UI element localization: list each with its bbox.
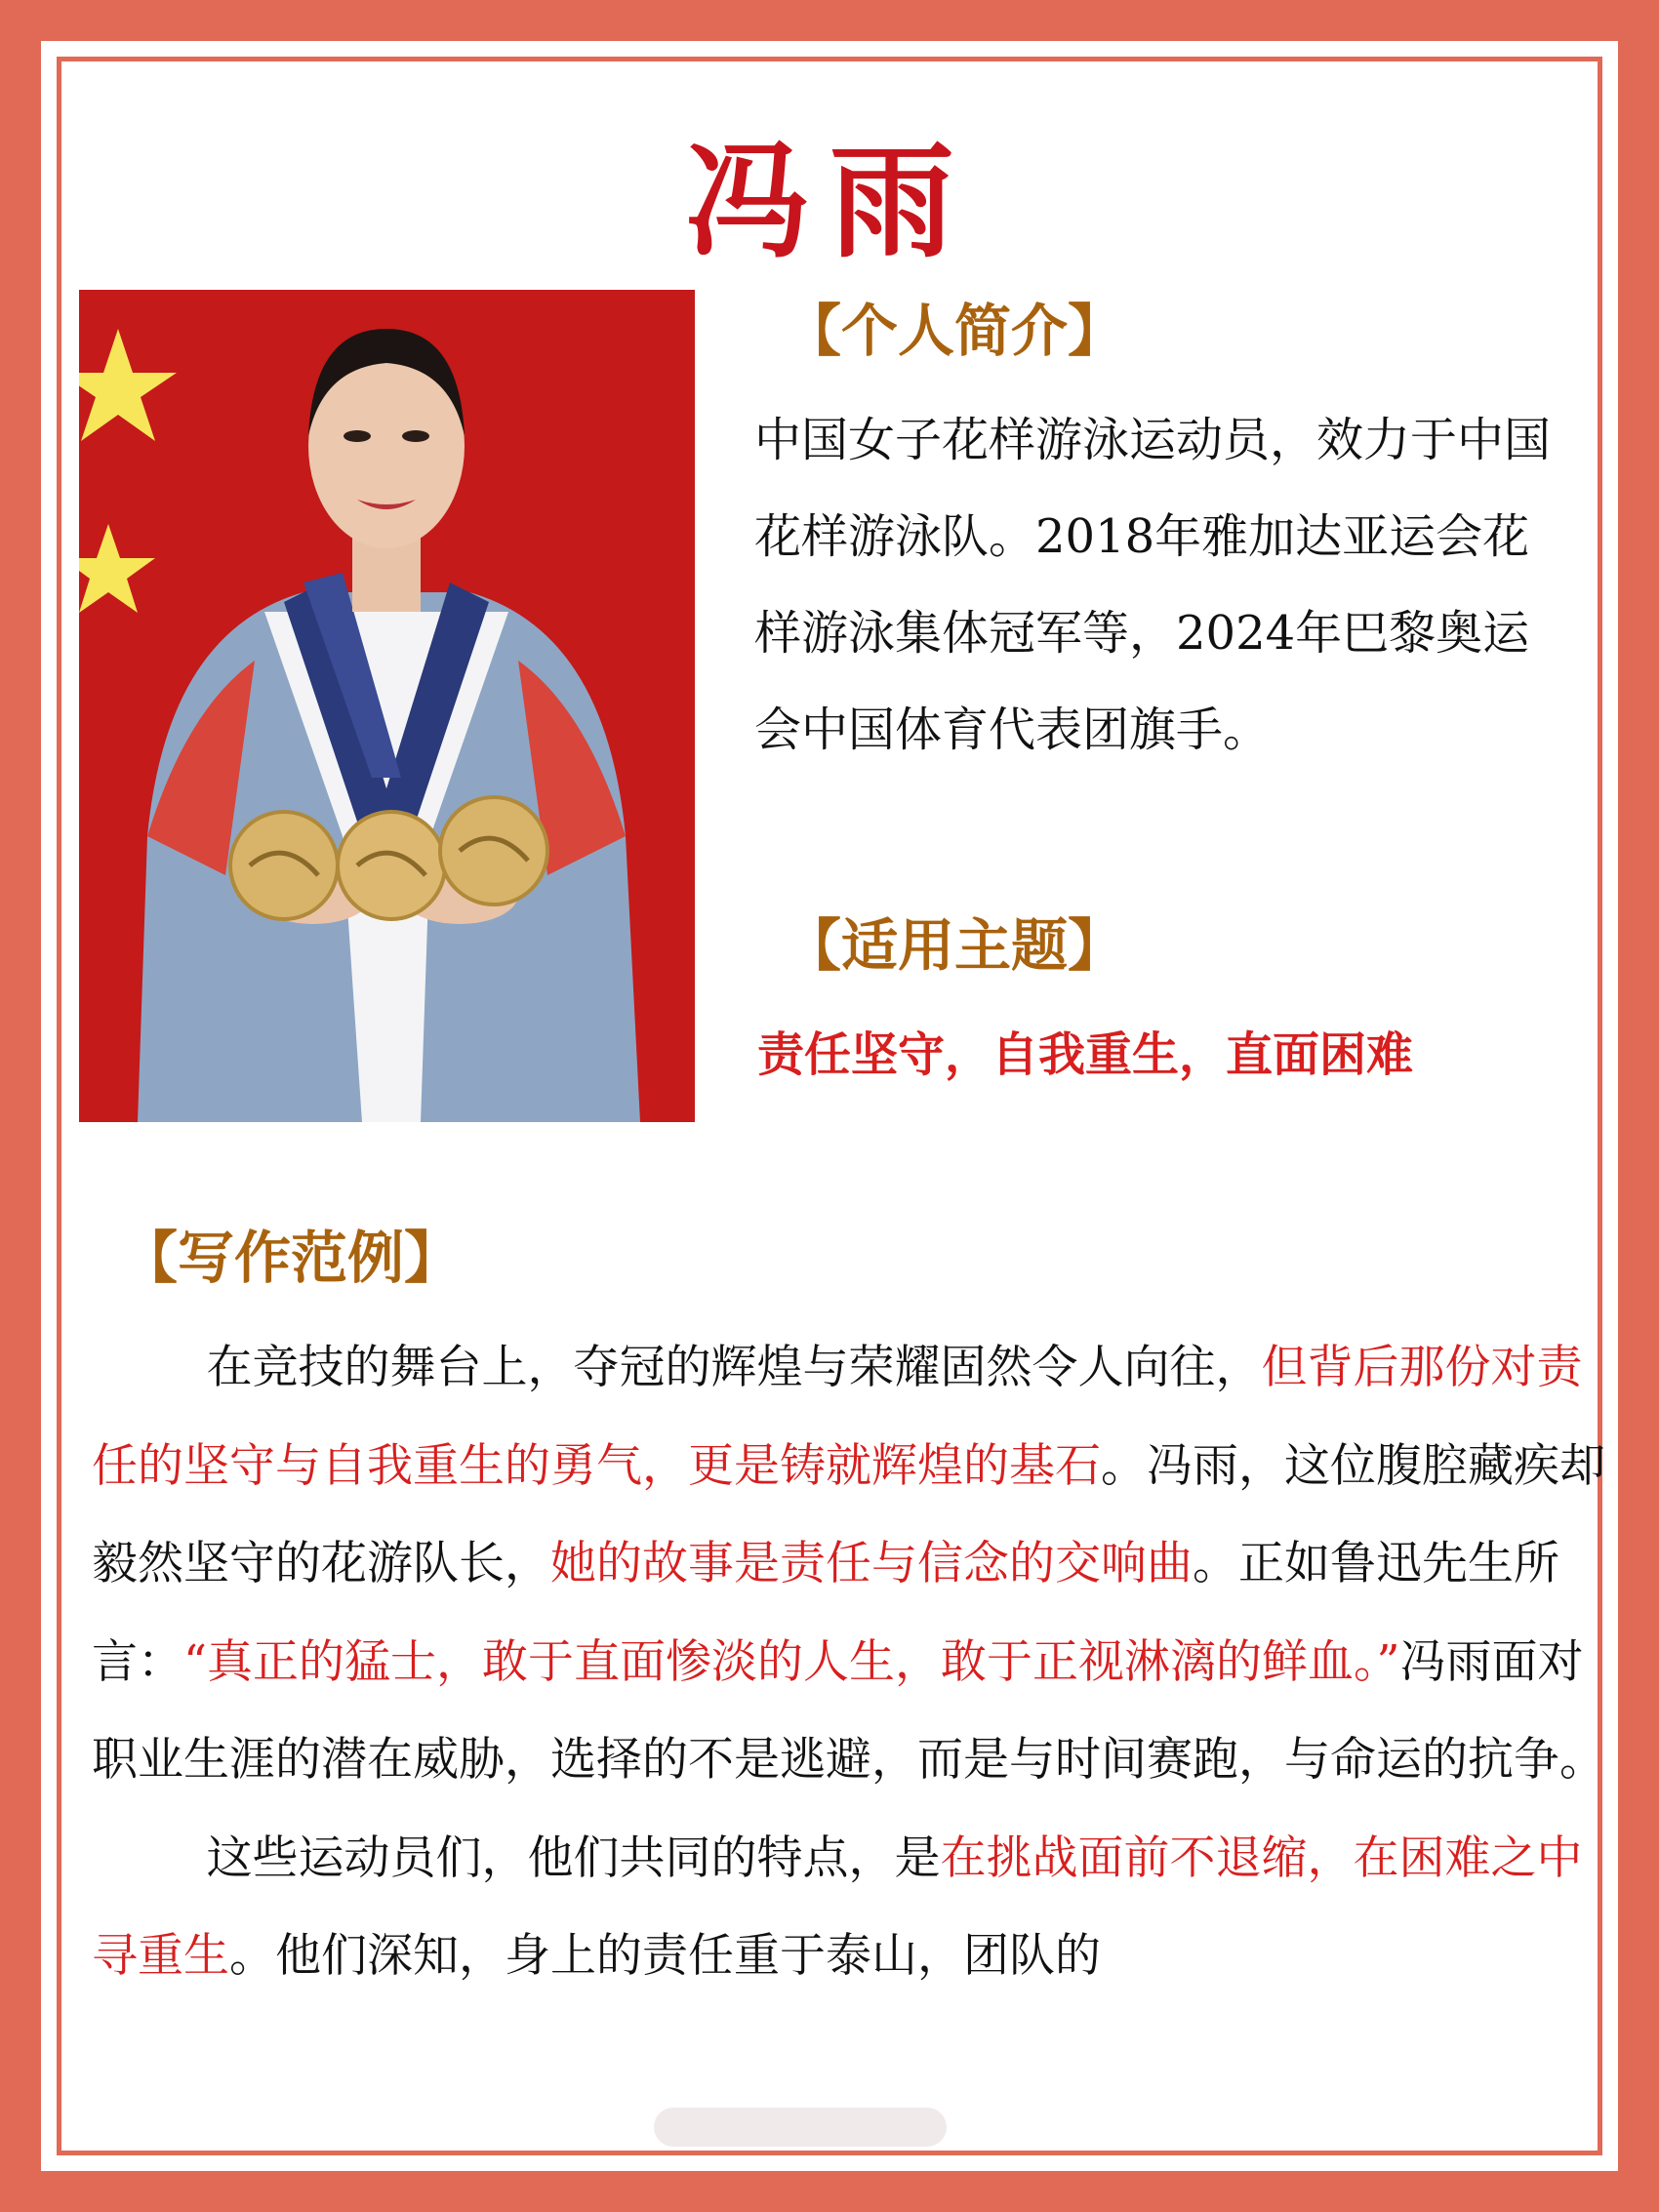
theme-text: 责任坚守，自我重生，直面困难 [757,1027,1414,1082]
essay-text: 。正如鲁迅先生所言： [92,1537,1559,1689]
essay-text: 。他们深知，身上的责任重于泰山，团队的 [229,1929,1101,1983]
page-frame [41,41,1618,2171]
athlete-photo [79,290,695,1122]
essay-text: 冯雨面对职业生涯的潜在威胁，选择的不是逃避，而是与时间赛跑，与命运的抗争。 [92,1634,1605,1787]
essay-text: 在竞技的舞台上，夺冠的辉煌与荣耀固然令人向往， [206,1341,1262,1394]
essay-highlight: 她的故事是责任与信念的交响曲 [550,1537,1193,1590]
page-title: 冯雨 [684,130,974,275]
intro-text: 中国女子花样游泳运动员，效力于中国花样游泳队。2018年雅加达亚运会花样游泳集体冠军等，2024年巴黎奥运会中国体育代表团旗手。 [754,413,1552,757]
essay-quote: “真正的猛士，敢于直面惨淡的人生，敢于正视淋漓的鲜血。” [183,1634,1400,1689]
essay-highlight: 在挑战面前不退缩，在困难之中寻重生 [92,1830,1583,1983]
essay-highlight: 但背后那份对责任的坚守与自我重生的勇气，更是铸就辉煌的基石 [92,1341,1583,1493]
watermark [654,2108,947,2147]
essay-text: 这些运动员们，他们共同的特点，是 [206,1830,941,1885]
example-heading: 【写作范例】 [121,1225,462,1291]
essay-text: 。冯雨，这位腹腔藏疾却毅然坚守的花游队长， [92,1438,1605,1590]
essay-paragraph [92,1319,1624,1810]
theme-heading: 【适用主题】 [785,912,1125,979]
essay-paragraph [92,1810,1624,2006]
intro-heading: 【个人简介】 [785,298,1125,364]
example-essay [92,1319,1624,2006]
